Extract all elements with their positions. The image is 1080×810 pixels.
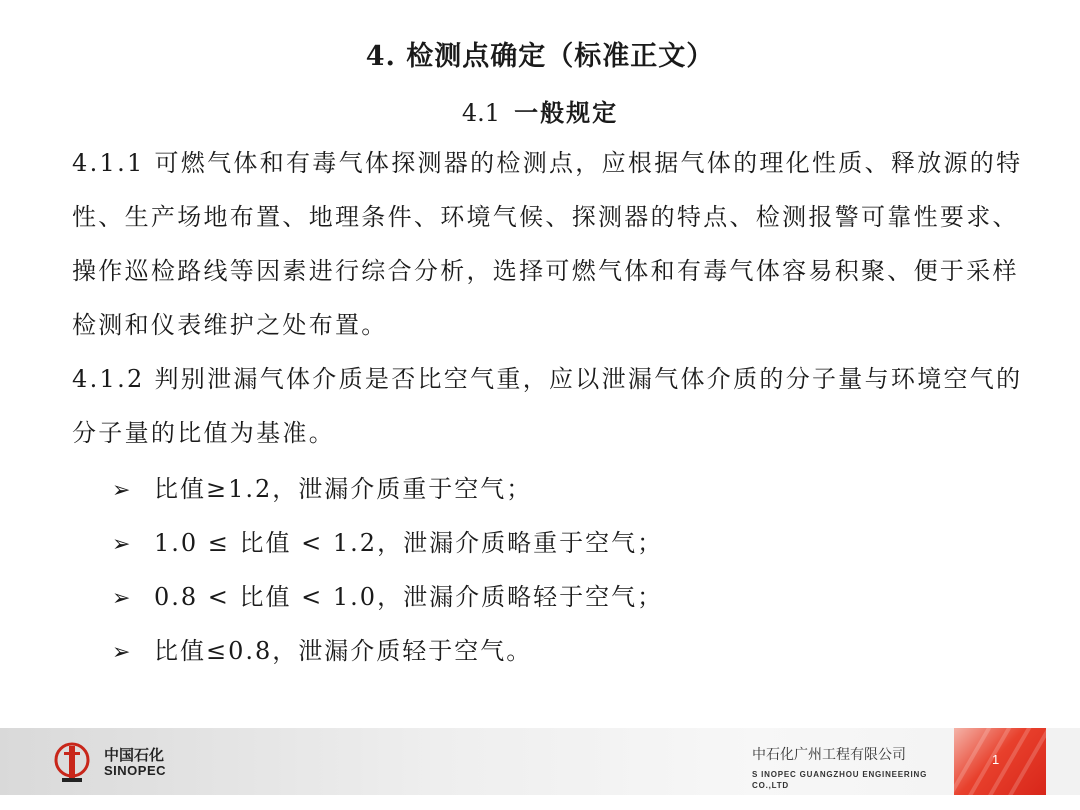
list-item [112,516,663,570]
logo-chinese-name: 中国石化 [104,746,165,764]
arrow-bullet-icon: ➢ [112,532,133,557]
paragraph-4-1-1: 4.1.1 可燃气体和有毒气体探测器的检测点，应根据气体的理化性质、释放源的特性、生产场地布置、地理条件、环境气候、探测器的特点、检测报警可靠性要求、操作巡检路线等因素进行综合分析，选择可燃气体和有毒气体容易积聚、便于采样检测和仪表维护之处布置。 [72,149,1023,339]
company-chinese-name: 中石化广州工程有限公司 [752,747,906,763]
bullet-text: 1.0 ≤ 比值 < 1.2，泄漏介质略重于空气； [154,529,664,557]
arrow-bullet-icon: ➢ [112,478,133,503]
bullet-text: 0.8 < 比值 < 1.0，泄漏介质略轻于空气； [154,583,664,611]
bullet-text: 比值≥1.2，泄漏介质重于空气； [154,475,533,503]
bullet-text: 比值≤0.8，泄漏介质轻于空气。 [154,637,533,665]
paragraph-4-1-2: 4.1.2 判别泄漏气体介质是否比空气重，应以泄漏气体介质的分子量与环境空气的分子量的比值为基准。 [72,365,1023,447]
section-number: 4.1 [461,99,501,127]
page-number: 1 [992,752,1000,767]
company-english-name: S INOPEC GUANGZHOU ENGINEERING CO.,LTD [752,770,928,790]
ratio-bullet-list [112,462,663,678]
red-accent-block [954,728,1046,795]
list-item [112,462,663,516]
slide-footer [0,728,1080,795]
section-heading [0,93,1080,128]
section-title: 一般规定 [514,98,619,127]
list-item [112,624,663,678]
arrow-bullet-icon: ➢ [112,640,133,665]
sinopec-logo-icon [52,740,92,784]
list-item [112,570,663,624]
logo-english-name: SINOPEC [104,763,167,778]
arrow-bullet-icon: ➢ [112,586,133,611]
slide-title: 4. 检测点确定（标准正文） [365,41,715,72]
